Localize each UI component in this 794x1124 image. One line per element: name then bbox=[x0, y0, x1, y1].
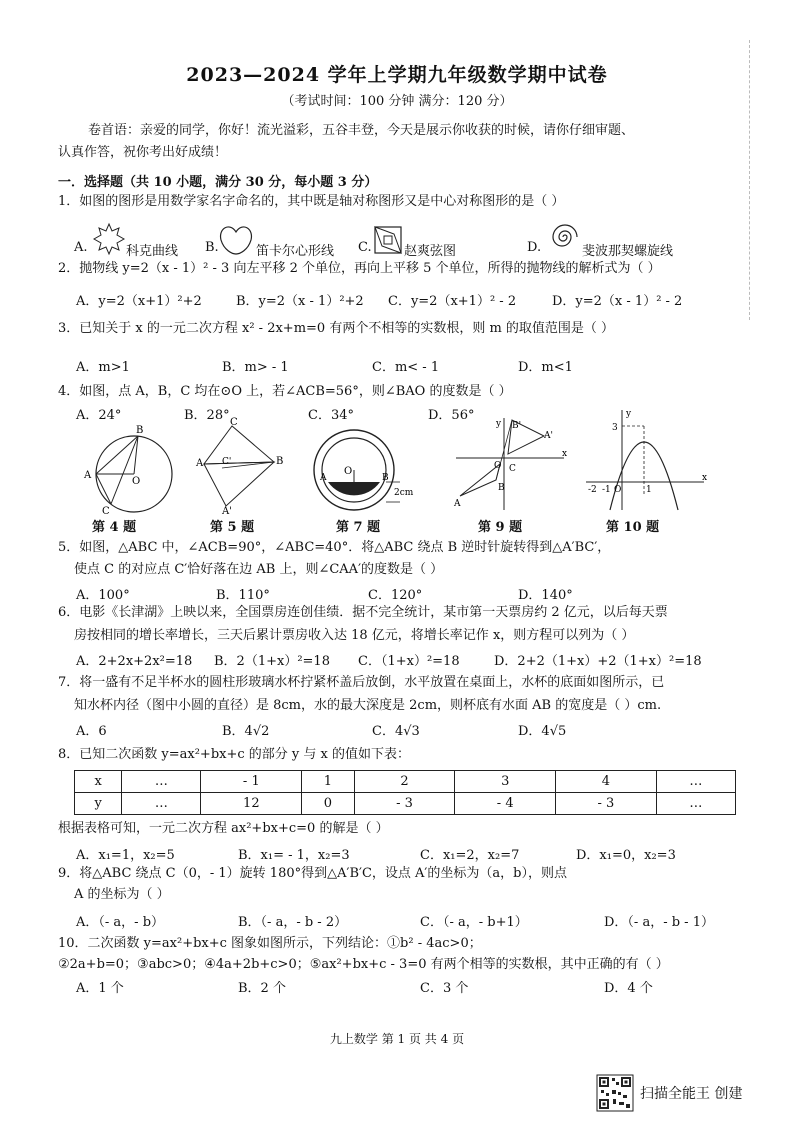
caption-q10: 第 10 题 bbox=[606, 520, 660, 535]
cell: 2 bbox=[354, 771, 455, 793]
cell: 1 bbox=[302, 771, 355, 793]
zhao-shuang-diagram-icon bbox=[374, 226, 402, 254]
f5-label-a: A bbox=[196, 458, 204, 469]
f7-label-o: O bbox=[344, 466, 353, 477]
q6-option-c: C．（1+x）²=18 bbox=[358, 654, 460, 669]
q1-option-c-label: 赵爽弦图 bbox=[404, 244, 457, 259]
f10-label-minus1: -1 bbox=[602, 485, 611, 495]
caption-q9: 第 9 题 bbox=[478, 520, 523, 535]
f7-label-b: B bbox=[382, 473, 389, 483]
f4-label-c: C bbox=[102, 506, 110, 517]
f5-label-b: B bbox=[276, 456, 284, 467]
q1-option-a-letter: A. bbox=[74, 240, 88, 255]
scanner-watermark: 扫描全能王 创建 bbox=[640, 1086, 743, 1102]
cell: - 4 bbox=[455, 793, 556, 815]
f10-label-1: 1 bbox=[646, 485, 652, 495]
q9-option-a: A．（- a，- b） bbox=[76, 915, 165, 930]
q9-option-b: B．（- a，- b - 2） bbox=[238, 915, 348, 930]
q10-option-b: B．2 个 bbox=[238, 981, 286, 996]
caption-q5: 第 5 题 bbox=[210, 520, 255, 535]
q9-option-c: C．（- a，- b+1） bbox=[420, 915, 528, 930]
q10-line-1: 10．二次函数 y=ax²+bx+c 图象如图所示，下列结论：①b² - 4ac>0； bbox=[58, 936, 482, 951]
q8-row-y bbox=[75, 793, 736, 815]
cell: 12 bbox=[201, 793, 302, 815]
f9-label-c: C bbox=[509, 464, 516, 474]
q4-stem: 4．如图，点 A，B，C 均在⊙O 上，若∠ACB=56°，则∠BAO 的度数是（ ） bbox=[58, 384, 512, 399]
q1-option-b-letter: B. bbox=[205, 240, 219, 255]
exam-subtitle: （考试时间：100 分钟 满分：120 分） bbox=[281, 94, 513, 109]
exam-title: 2023—2024 学年上学期九年级数学期中试卷 bbox=[186, 64, 608, 86]
f9-label-y: y bbox=[496, 419, 502, 429]
f9-label-o: O bbox=[494, 461, 502, 471]
cell: … bbox=[122, 771, 201, 793]
q10-line-2: ②2a+b=0；③abc>0；④4a+2b+c>0；⑤ax²+bx+c - 3=0 有两个相等的实数根，其中正确的有（ ） bbox=[58, 957, 669, 972]
q1-option-d-letter: D. bbox=[527, 240, 542, 255]
q2-option-b: B．y=2（x - 1）²+2 bbox=[236, 294, 364, 309]
q5-option-a: A．100° bbox=[76, 588, 130, 603]
cell: … bbox=[656, 771, 735, 793]
q9-option-d: D．（- a，- b - 1） bbox=[604, 915, 714, 930]
q8-option-c: C．x₁=2，x₂=7 bbox=[420, 848, 520, 863]
q6-option-b: B．2（1+x）²=18 bbox=[214, 654, 330, 669]
q5-option-d: D．140° bbox=[518, 588, 573, 603]
f9-label-a: A bbox=[454, 499, 461, 509]
f10-label-y: y bbox=[626, 409, 632, 419]
figure-q7 bbox=[306, 428, 416, 514]
f4-label-a: A bbox=[84, 470, 92, 481]
q7-option-b: B．4√2 bbox=[222, 724, 270, 739]
cell: - 1 bbox=[201, 771, 302, 793]
q9-line-1: 9．将△ABC 绕点 C（0，- 1）旋转 180°得到△A′B′C，设点 A′的坐标为（a，b），则点 bbox=[58, 866, 567, 881]
q7-option-d: D．4√5 bbox=[518, 724, 567, 739]
cell: … bbox=[656, 793, 735, 815]
q8-option-b: B．x₁= - 1，x₂=3 bbox=[238, 848, 350, 863]
preface-line-2: 认真作答，祝你考出好成绩！ bbox=[58, 145, 228, 160]
f5-label-c: C bbox=[230, 417, 238, 428]
q2-option-a: A．y=2（x+1）²+2 bbox=[76, 294, 202, 309]
cell: 0 bbox=[302, 793, 355, 815]
q6-option-d: D．2+2（1+x）+2（1+x）²=18 bbox=[494, 654, 702, 669]
q7-line-2: 知水杯内径（图中小圆的直径）是 8cm，水的最大深度是 2cm，则杯底有水面 AB 的宽度是（ ）cm. bbox=[74, 698, 662, 713]
q5-line-1: 5．如图，△ABC 中，∠ACB=90°，∠ABC=40°．将△ABC 绕点 B 逆时针旋转得到△A′BC′， bbox=[58, 540, 611, 555]
f5-label-c-prime: C' bbox=[222, 457, 232, 467]
q4-option-b: B．28° bbox=[184, 408, 230, 423]
q1-option-d-label: 斐波那契螺旋线 bbox=[582, 244, 674, 259]
f9-label-b-prime: B' bbox=[512, 421, 522, 431]
q8-after: 根据表格可知，一元二次方程 ax²+bx+c=0 的解是（ ） bbox=[58, 821, 389, 836]
q3-option-a: A．m>1 bbox=[76, 360, 130, 375]
q1-option-a-label: 科克曲线 bbox=[126, 244, 179, 259]
q7-option-c: C．4√3 bbox=[372, 724, 420, 739]
q8-option-d: D．x₁=0，x₂=3 bbox=[576, 848, 676, 863]
q9-line-2: A 的坐标为（ ） bbox=[74, 887, 170, 902]
q6-line-2: 房按相同的增长率增长，三天后累计票房收入达 18 亿元，将增长率记作 x，则方程可以列为（ ） bbox=[74, 628, 635, 643]
q10-option-d: D．4 个 bbox=[604, 981, 653, 996]
q10-option-a: A．1 个 bbox=[76, 981, 124, 996]
f7-label-a: A bbox=[320, 473, 327, 483]
f7-label-2cm: 2cm bbox=[394, 488, 414, 498]
preface-line-1: 卷首语：亲爱的同学，你好！流光溢彩，五谷丰登，今天是展示你收获的时候，请你仔细审题、 bbox=[88, 123, 635, 138]
figure-q10 bbox=[582, 406, 712, 514]
q4-option-d: D．56° bbox=[428, 408, 475, 423]
figure-q5 bbox=[196, 417, 286, 517]
f10-label-o: O bbox=[614, 485, 622, 495]
q3-option-c: C．m< - 1 bbox=[372, 360, 440, 375]
q8-row-x bbox=[75, 771, 736, 793]
q2-stem: 2．抛物线 y=2（x - 1）² - 3 向左平移 2 个单位，再向上平移 5 个单位，所得的抛物线的解析式为（ ） bbox=[58, 261, 661, 276]
page-footer: 九上数学 第 1 页 共 4 页 bbox=[329, 1032, 465, 1046]
q4-option-a: A．24° bbox=[76, 408, 122, 423]
q7-line-1: 7．将一盛有不足半杯水的圆柱形玻璃水杯拧紧杯盖后放倒，水平放置在桌面上，水杯的底面如图所示，已 bbox=[58, 675, 665, 690]
q1-option-c-letter: C. bbox=[358, 240, 372, 255]
q3-option-d: D．m<1 bbox=[518, 360, 573, 375]
figure-q9 bbox=[452, 414, 570, 514]
q6-option-a: A．2+2x+2x²=18 bbox=[76, 654, 193, 669]
f9-label-x: x bbox=[562, 449, 568, 459]
q5-option-b: B．110° bbox=[216, 588, 270, 603]
q10-option-c: C．3 个 bbox=[420, 981, 469, 996]
q8-value-table bbox=[74, 770, 736, 815]
qr-code-icon bbox=[597, 1075, 633, 1111]
q5-option-c: C．120° bbox=[368, 588, 423, 603]
figure-q4 bbox=[76, 422, 186, 517]
cell: - 3 bbox=[354, 793, 455, 815]
koch-curve-icon bbox=[92, 222, 126, 256]
f10-label-3: 3 bbox=[612, 423, 618, 433]
cell: - 3 bbox=[556, 793, 657, 815]
q1-stem: 1．如图的图形是用数学家名字命名的，其中既是轴对称图形又是中心对称图形的是（ ） bbox=[58, 194, 565, 209]
f4-label-o: O bbox=[132, 476, 141, 487]
cell: 3 bbox=[455, 771, 556, 793]
q6-line-1: 6．电影《长津湖》上映以来，全国票房连创佳绩．据不完全统计，某市第一天票房约 2 亿元，以后每天票 bbox=[58, 605, 668, 620]
cell: … bbox=[122, 793, 201, 815]
q8-option-a: A．x₁=1，x₂=5 bbox=[76, 848, 175, 863]
f10-label-x: x bbox=[702, 473, 708, 483]
q4-option-c: C．34° bbox=[308, 408, 354, 423]
cell: 4 bbox=[556, 771, 657, 793]
caption-q7: 第 7 题 bbox=[336, 520, 381, 535]
q3-stem: 3．已知关于 x 的一元二次方程 x² - 2x+m=0 有两个不相等的实数根，则 m 的取值范围是（ ） bbox=[58, 321, 615, 336]
q8-stem: 8．已知二次函数 y=ax²+bx+c 的部分 y 与 x 的值如下表： bbox=[58, 747, 410, 762]
fibonacci-spiral-icon bbox=[548, 222, 578, 252]
cell: y bbox=[75, 793, 122, 815]
f9-label-a-prime: A' bbox=[544, 431, 553, 441]
caption-q4: 第 4 题 bbox=[92, 520, 137, 535]
f10-label-minus2: -2 bbox=[588, 485, 597, 495]
cell: x bbox=[75, 771, 122, 793]
section-heading: 一．选择题（共 10 小题，满分 30 分，每小题 3 分） bbox=[58, 175, 378, 190]
f4-label-b: B bbox=[136, 425, 144, 436]
cardioid-icon bbox=[218, 224, 254, 256]
q3-option-b: B．m> - 1 bbox=[222, 360, 289, 375]
q2-option-d: D．y=2（x - 1）² - 2 bbox=[552, 294, 683, 309]
q5-line-2: 使点 C 的对应点 C′恰好落在边 AB 上，则∠CAA′的度数是（ ） bbox=[74, 562, 444, 577]
q7-option-a: A．6 bbox=[76, 724, 107, 739]
q2-option-c: C．y=2（x+1）² - 2 bbox=[388, 294, 517, 309]
f9-label-b: B bbox=[498, 483, 505, 493]
f5-label-a-prime: A' bbox=[222, 506, 232, 517]
q1-option-b-label: 笛卡尔心形线 bbox=[256, 244, 335, 259]
